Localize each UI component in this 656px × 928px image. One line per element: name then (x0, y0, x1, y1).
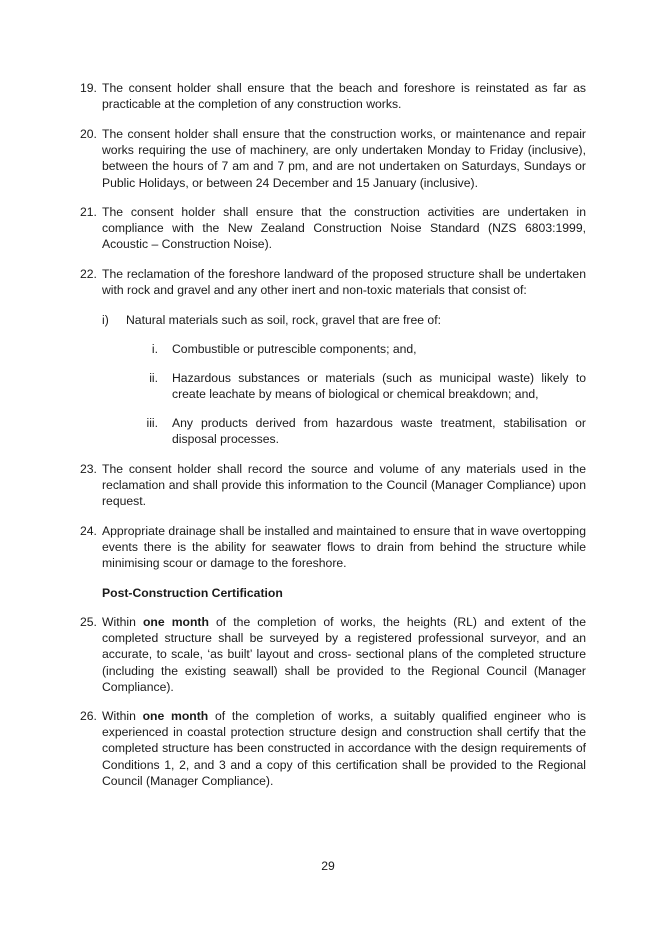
condition-20 (80, 126, 586, 191)
condition-emphasis: one month (142, 709, 209, 723)
condition-21 (80, 204, 586, 253)
condition-number: 26. (80, 709, 97, 723)
condition-number: 25. (80, 615, 97, 629)
condition-number: 20. (80, 127, 97, 141)
condition-text: Appropriate drainage shall be installed and maintained to ensure that in wave overtopping events there is the ability for seawater flows to drain from behind the structure while minimising scour or damage to the foreshore. (102, 524, 586, 571)
condition-25 (80, 614, 586, 695)
condition-19 (80, 80, 586, 112)
condition-number: 24. (80, 524, 97, 538)
condition-22 (80, 266, 586, 298)
roman-item-marker: iii. (146, 416, 158, 430)
roman-item-text: Hazardous substances or materials (such as municipal waste) likely to create leachate by means of biological or chemical breakdown; and, (172, 371, 586, 402)
condition-number: 23. (80, 462, 97, 476)
roman-item-text: Any products derived from hazardous waste treatment, stabilisation or disposal processes. (172, 416, 586, 447)
condition-text-rest: of the completion of works, a suitably qualified engineer who is experienced in coastal protection structure design and construction shall certify that the completed structure has been constructed in accordance with the design requirements of Conditions 1, 2, and 3 and a copy of this certification shall be provided to the Regional Council (Manager Compliance). (102, 709, 586, 788)
condition-number: 22. (80, 267, 97, 281)
condition-text: The reclamation of the foreshore landward of the proposed structure shall be undertaken with rock and gravel and any other inert and non-toxic materials that consist of: (102, 267, 586, 298)
condition-number: 19. (80, 81, 97, 95)
roman-item-marker: i. (151, 342, 158, 356)
condition-26 (80, 708, 586, 789)
condition-23 (80, 461, 586, 510)
condition-text: The consent holder shall ensure that the beach and foreshore is reinstated as far as practicable at the completion of any construction works. (102, 81, 586, 112)
roman-item (130, 415, 586, 447)
roman-item-marker: ii. (149, 371, 158, 385)
section-heading: Post-Construction Certification (102, 586, 283, 600)
condition-emphasis: one month (142, 615, 209, 629)
condition-text: The consent holder shall ensure that the construction activities are undertaken in compliance with the New Zealand Construction Noise Standard (NZS 6803:1999, Acoustic – Construction Noise). (102, 205, 586, 252)
condition-24 (80, 523, 586, 572)
sub-item-marker: i) (102, 313, 109, 327)
sub-item (102, 312, 586, 328)
condition-text: The consent holder shall record the source and volume of any materials used in the reclamation and shall provide this information to the Council (Manager Compliance) upon request. (102, 462, 586, 509)
condition-text: The consent holder shall ensure that the construction works, or maintenance and repair works requiring the use of machinery, are only undertaken Monday to Friday (inclusive), between the hours of 7 am and 7 pm, and are not undertaken on Saturdays, Sundays or Public Holidays, or between 24 December and 15 January (inclusive). (102, 127, 586, 190)
roman-item-text: Combustible or putrescible components; and, (172, 342, 417, 356)
page-number: 29 (321, 859, 335, 873)
condition-text-rest: of the completion of works, the heights (RL) and extent of the completed structure shall be surveyed by a registered professional surveyor, and an accurate, to scale, ‘as built’ layout and cross- sectional plans of the completed structure (including the existing seawall) shall be provided to the Regional Council (Manager Compliance). (102, 615, 586, 694)
condition-number: 21. (80, 205, 97, 219)
roman-item (130, 341, 586, 357)
condition-text (102, 614, 586, 695)
roman-item (130, 370, 586, 402)
sub-item-text: Natural materials such as soil, rock, gravel that are free of: (126, 313, 441, 327)
condition-text-pre: Within (102, 709, 143, 723)
condition-text-pre: Within (102, 615, 143, 629)
condition-text (102, 708, 586, 789)
